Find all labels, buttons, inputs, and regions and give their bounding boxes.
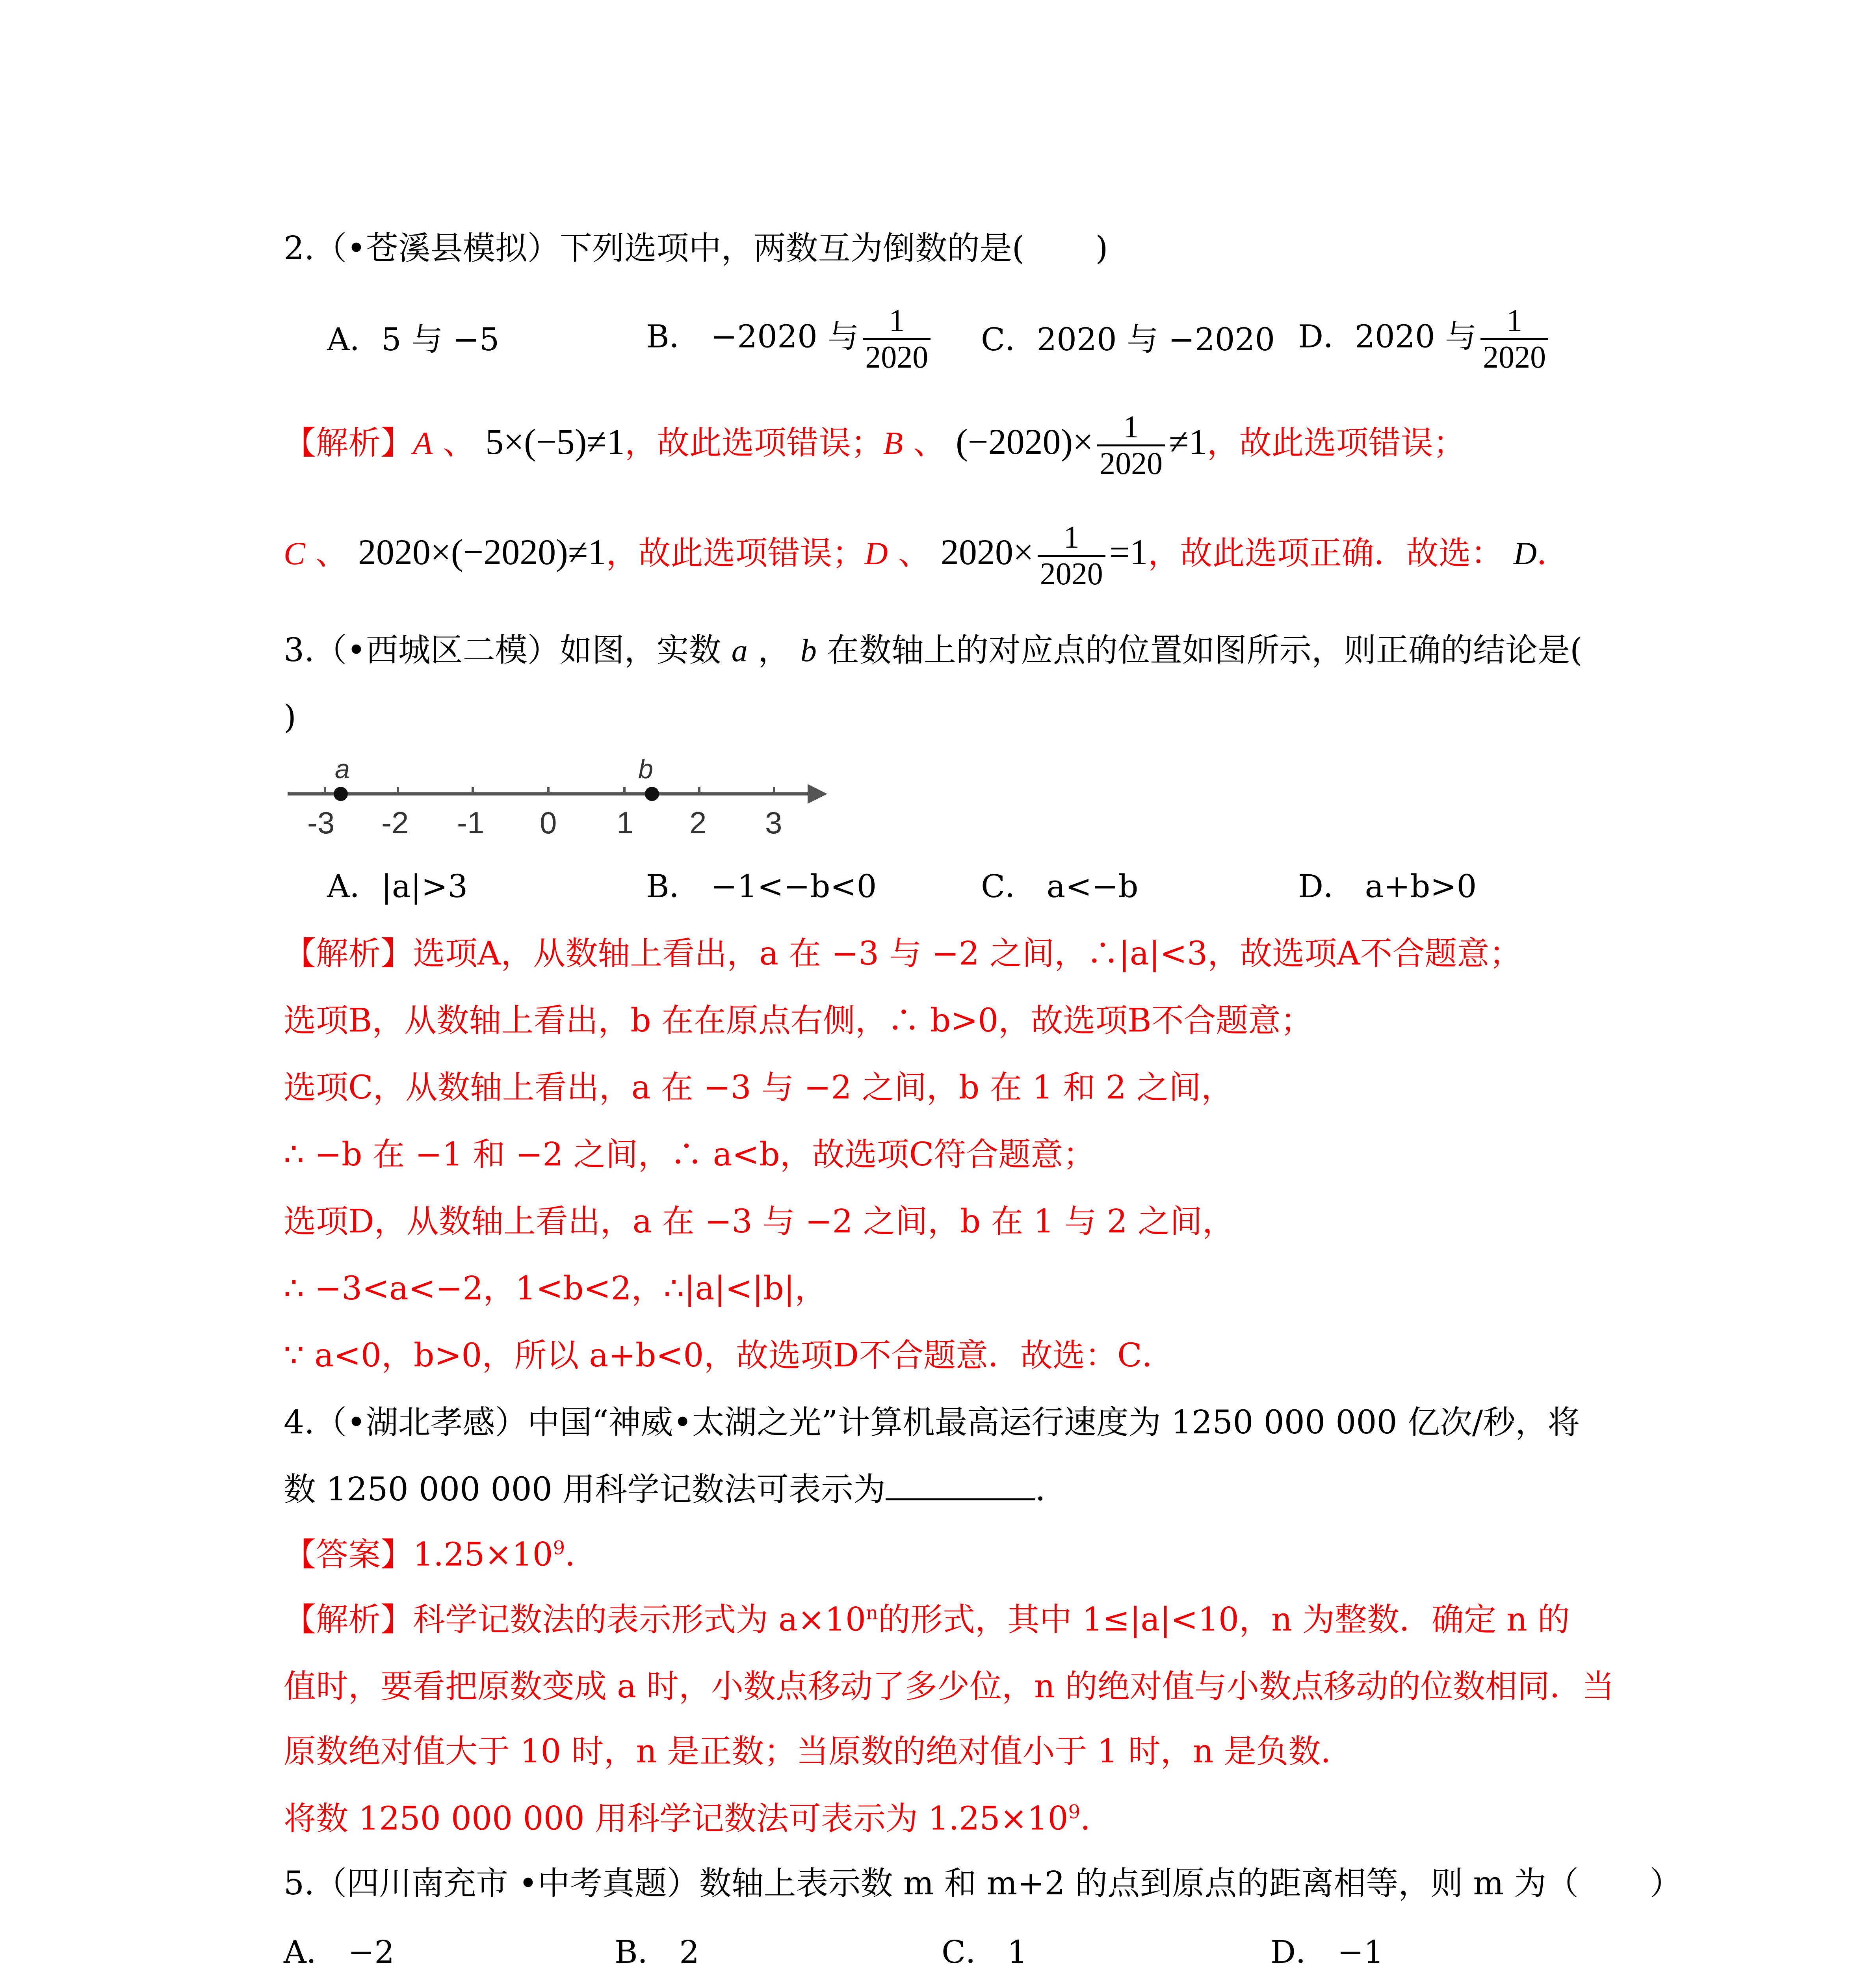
q2-option-b: B． −2020 与 $\frac{1}{2020}$: [646, 303, 934, 375]
q4-answer: 【答案】$1.25\times 10^9$．: [284, 1536, 598, 1574]
q4-analysis-line-2: 值时，要看把原数变成 a 时，小数点移动了多少位，n 的绝对值与小数点移动的位数相同．当: [284, 1668, 1614, 1705]
q3-analysis-line-3: 选项C，从数轴上看出，a 在 −3 与 −2 之间，b 在 1 和 2 之间，: [284, 1069, 1233, 1106]
fraction: $\frac{1}{2020}$: [863, 303, 931, 375]
arrow-head-icon: [808, 784, 827, 804]
tick-label: -1: [457, 805, 485, 840]
point-a-dot: [334, 787, 348, 801]
tick-label: -3: [307, 805, 335, 840]
q5-stem: 5.（四川南充市 •中考真题）数轴上表示数 m 和 m+2 的点到原点的距离相等，则 m 为（ ）: [284, 1865, 1682, 1902]
q3-analysis-line-5: 选项D，从数轴上看出，a 在 −3 与 −2 之间，b 在 1 与 2 之间，: [284, 1203, 1235, 1240]
q2-option-d: D．2020 与 $\frac{1}{2020}$: [1298, 303, 1552, 375]
tick-label: 2: [689, 805, 707, 840]
q5-option-d: D． −1: [1270, 1934, 1384, 1970]
q3-option-d: D． a+b>0: [1298, 868, 1477, 905]
q3-analysis-line-4: ∴ −b 在 −1 和 −2 之间，∴ a<b，故选项C符合题意；: [284, 1136, 1096, 1173]
q5-option-a: A． −2: [284, 1934, 395, 1970]
point-b-dot: [645, 787, 659, 801]
q3-analysis-line-6: ∴ −3<a<−2，1<b<2，∴|a|<|b|，: [284, 1270, 827, 1307]
q3-option-a: A．|a|>3: [327, 868, 468, 905]
q3-option-b: B． −1<−b<0: [646, 868, 877, 905]
q5-option-c: C． 1: [942, 1934, 1027, 1970]
q3-option-c: C． a<−b: [981, 868, 1139, 905]
q3-analysis-line-2: 选项B，从数轴上看出，b 在在原点右侧，∴ b>0，故选项B不合题意；: [284, 1002, 1313, 1039]
q4-analysis-line-3: 原数绝对值大于 10 时，n 是正数；当原数的绝对值小于 1 时，n 是负数．: [284, 1733, 1353, 1770]
number-line-figure: [284, 756, 835, 847]
q2-option-c: C．2020 与 −2020: [981, 321, 1275, 358]
q5-option-b: B． 2: [615, 1934, 700, 1970]
q2-analysis-line-2: C 、 2020×(−2020)≠1，故此选项错误；D 、 2020× $\frac{1}{2020}$ =1，故此选项正确．故选： D．: [284, 520, 1569, 591]
fraction: $\frac{1}{2020}$: [1038, 520, 1105, 591]
q3-stem: 3.（•西城区二模）如图，实数 a ， b 在数轴上的对应点的位置如图所示，则正确的结论是(: [284, 632, 1583, 669]
q2-stem: 2.（•苍溪县模拟）下列选项中，两数互为倒数的是( ): [284, 230, 1108, 267]
point-b-label: b: [638, 756, 653, 784]
q4-analysis-line-4: 将数 1250 000 000 用科学记数法可表示为 $1.25\times 10^9$．: [284, 1800, 1113, 1838]
q4-stem-line-2: 数 1250 000 000 用科学记数法可表示为 ．: [284, 1471, 1068, 1508]
q3-stem-close: ): [284, 699, 296, 736]
q3-analysis-line-7: ∵ a<0，b>0，所以 a+b<0，故选项D不合题意．故选：C．: [284, 1337, 1174, 1374]
q4-stem-line-1: 4.（•湖北孝感）中国“神威•太湖之光”计算机最高运行速度为 1250 000 000 亿次/秒，将: [284, 1404, 1580, 1441]
fraction: $\frac{1}{2020}$: [1097, 410, 1165, 481]
tick-label: 3: [765, 805, 782, 840]
fraction: $\frac{1}{2020}$: [1480, 303, 1548, 375]
tick-label: -2: [381, 805, 409, 840]
q2-analysis-line-1: 【解析】A 、 5×(−5)≠1，故此选项错误；B 、 (−2020)× $\frac{1}{2020}$ ≠1，故此选项错误；: [284, 410, 1466, 481]
q2-option-a: A．5 与 −5: [327, 321, 500, 358]
tick-label: 0: [540, 805, 557, 840]
q4-analysis-line-1: 【解析】科学记数法的表示形式为 $a\times 10^n$的形式，其中 1≤|a|<10，n 为整数．确定 n 的: [284, 1601, 1570, 1639]
answer-blank: [886, 1475, 1035, 1500]
point-a-label: a: [335, 756, 350, 784]
tick-label: 1: [617, 805, 634, 840]
q3-analysis-line-1: 【解析】选项A，从数轴上看出，a 在 −3 与 −2 之间，∴|a|<3，故选项A不合题意；: [284, 935, 1522, 972]
